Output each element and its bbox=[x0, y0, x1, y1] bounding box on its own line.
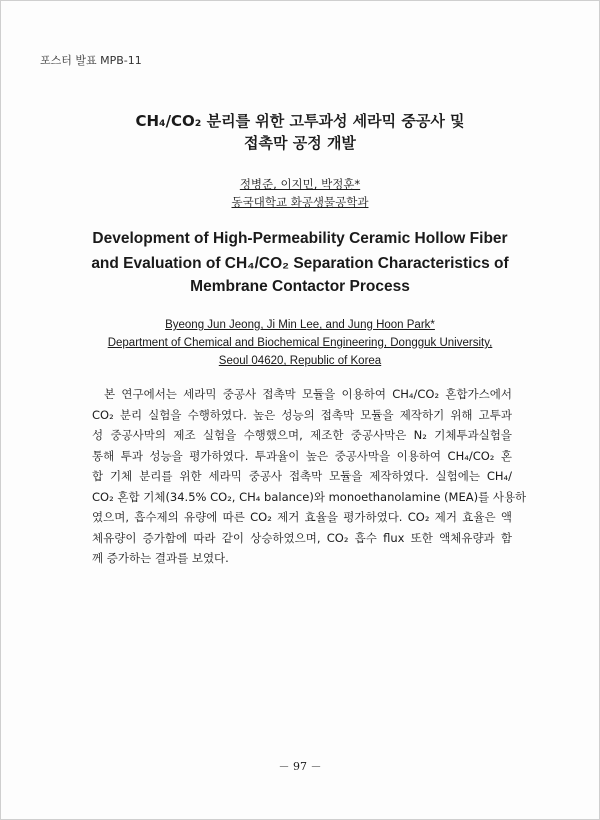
abstract-line: CO₂ 분리 실험을 수행하였다. 높은 성능의 접촉막 모듈을 제작하기 위해 고투과 bbox=[92, 407, 512, 422]
abstract-line: 본 연구에서는 세라믹 중공사 접촉막 모듈을 이용하여 CH₄/CO₂ 혼합가스에서 bbox=[104, 387, 512, 401]
page-number: － 97 － bbox=[278, 760, 322, 773]
english-title-line-2: and Evaluation of CH₄/CO₂ Separation Characteristics of bbox=[91, 255, 509, 272]
abstract-line: 합 기체 분리를 위한 세라믹 중공사 접촉막 모듈을 제작하였다. 실험에는 CH₄/ bbox=[92, 469, 512, 483]
korean-author-names-text: 정병준, 이지민, 박정훈* bbox=[239, 177, 361, 191]
english-authors-block bbox=[0, 316, 600, 370]
english-title-line-3: Membrane Contactor Process bbox=[190, 278, 410, 295]
abstract-line: 통해 투과 성능을 평가하였다. 투과율이 높은 중공사막을 이용하여 CH₄/CO₂ 혼 bbox=[92, 448, 512, 463]
korean-author-names bbox=[0, 175, 600, 193]
session-header: 포스터 발표 MPB-11 bbox=[40, 54, 142, 67]
korean-title-line-1: CH₄/CO₂ 분리를 위한 고투과성 세라믹 중공사 및 bbox=[135, 112, 465, 130]
korean-authors-block bbox=[0, 175, 600, 211]
korean-affiliation bbox=[0, 193, 600, 211]
abstract-line: 체유량이 증가함에 따라 같이 상승하였으며, CO₂ 흡수 flux 또한 액체유량과 함 bbox=[92, 530, 512, 545]
abstract-line: 성 중공사막의 제조 실험을 수행했으며, 제조한 중공사막은 N₂ 기체투과실험을 bbox=[92, 428, 512, 442]
abstract-line: 께 증가하는 결과를 보였다. bbox=[92, 551, 229, 565]
english-affiliation-line-2 bbox=[0, 352, 600, 370]
english-affiliation-line-2-text: Seoul 04620, Republic of Korea bbox=[218, 355, 382, 367]
korean-affiliation-text: 동국대학교 화공생물공학과 bbox=[231, 195, 369, 209]
english-author-names-text: Byeong Jun Jeong, Ji Min Lee, and Jung Hoon Park* bbox=[165, 319, 435, 331]
english-affiliation-line-1-text: Department of Chemical and Biochemical Engineering, Dongguk University, bbox=[107, 337, 493, 349]
english-author-names bbox=[0, 316, 600, 334]
english-affiliation-line-1 bbox=[0, 334, 600, 352]
korean-title-line-2: 접촉막 공정 개발 bbox=[244, 134, 356, 152]
abstract-line: CO₂ 혼합 기체(34.5% CO₂, CH₄ balance)와 monoethanolamine (MEA)를 사용하 bbox=[92, 489, 527, 504]
abstract bbox=[92, 384, 527, 569]
abstract-line: 였으며, 흡수제의 유량에 따른 CO₂ 제거 효율을 평가하였다. CO₂ 제거 효율은 액 bbox=[92, 510, 512, 524]
english-title-line-1: Development of High-Permeability Ceramic Hollow Fiber bbox=[92, 230, 508, 247]
